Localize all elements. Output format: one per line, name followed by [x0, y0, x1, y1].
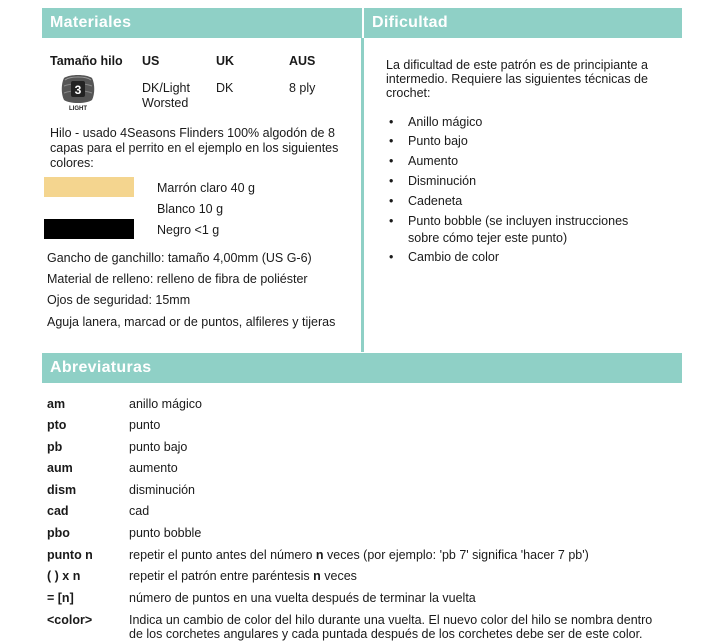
bullet-icon: •	[389, 214, 394, 228]
technique-increase: Aumento	[408, 154, 459, 168]
abbr-key: cad	[47, 504, 69, 518]
abbr-key: = [n]	[47, 591, 74, 605]
materials-header: Materiales	[42, 8, 362, 38]
color-label-black: Negro <1 g	[157, 223, 220, 237]
abbr-value	[129, 548, 589, 563]
us-value-line2: Worsted	[142, 96, 189, 110]
difficulty-intro-line3: crochet:	[386, 86, 431, 100]
abbr-value	[129, 569, 357, 584]
abbr-value: cad	[129, 504, 150, 518]
yarn-desc-line2: capas para el perrito en el ejemplo en los siguientes	[50, 141, 339, 155]
abbr-value: punto bobble	[129, 526, 202, 540]
technique-single-crochet: Punto bajo	[408, 134, 468, 148]
yarn-weight-number: 3	[74, 83, 82, 97]
yarn-desc-line3: colores:	[50, 156, 94, 170]
abbr-value: aumento	[129, 461, 178, 475]
technique-magic-ring: Anillo mágico	[408, 115, 483, 129]
col-aus: AUS	[289, 54, 316, 68]
abbr-value-line2: de los corchetes angulares y cada puntada después de los corchetes debe ser de este color.	[129, 627, 643, 641]
abbr-key: <color>	[47, 613, 93, 627]
abbr-value: anillo mágico	[129, 397, 202, 411]
abbr-value: Indica un cambio de color del hilo durante una vuelta. El nuevo color del hilo se nombra dentro	[129, 613, 653, 627]
abbr-key: dism	[47, 483, 77, 497]
abbr-value: disminución	[129, 483, 196, 497]
bullet-icon: •	[389, 194, 394, 208]
abbr-key: punto n	[47, 548, 93, 562]
technique-decrease: Disminución	[408, 174, 477, 188]
abbr-value-post: veces	[320, 569, 357, 583]
bullet-icon: •	[389, 250, 394, 264]
abbr-key: pto	[47, 418, 67, 432]
swatch-light-brown	[44, 177, 134, 197]
swatch-black	[44, 219, 134, 239]
abbr-value: punto	[129, 418, 161, 432]
technique-color-change: Cambio de color	[408, 250, 500, 264]
material-stuffing: Material de relleno: relleno de fibra de poliéster	[47, 272, 308, 286]
swatch-white	[44, 198, 134, 218]
abbr-value-bold: n	[315, 548, 324, 562]
col-us: US	[142, 54, 160, 68]
color-label-white: Blanco 10 g	[157, 202, 224, 216]
yarn-weight-label: LIGHT	[69, 106, 87, 112]
bullet-icon: •	[389, 174, 394, 188]
technique-chain: Cadeneta	[408, 194, 463, 208]
technique-bobble: Punto bobble (se incluyen instrucciones	[408, 214, 629, 228]
us-value: DK/Light	[142, 81, 190, 95]
yarn-desc-line1: Hilo - usado 4Seasons Flinders 100% algodón de 8	[50, 126, 335, 140]
abbr-value: punto bajo	[129, 440, 188, 454]
col-uk: UK	[216, 54, 235, 68]
aus-value: 8 ply	[289, 81, 316, 95]
abbr-value-pre: repetir el patrón entre paréntesis	[129, 569, 314, 583]
abbr-key: pbo	[47, 526, 70, 540]
bullet-icon: •	[389, 115, 394, 129]
abbr-key: aum	[47, 461, 73, 475]
bullet-icon: •	[389, 154, 394, 168]
color-label-light-brown: Marrón claro 40 g	[157, 181, 255, 195]
technique-bobble-note: sobre cómo tejer este punto)	[408, 231, 568, 245]
column-divider	[361, 38, 364, 352]
difficulty-intro-line1: La dificultad de este patrón es de principiante a	[386, 58, 648, 72]
abbr-value-post: veces (por ejemplo: 'pb 7' significa 'hacer 7 pb')	[323, 548, 589, 562]
material-eyes: Ojos de seguridad: 15mm	[47, 293, 191, 307]
abbr-key: pb	[47, 440, 63, 454]
yarn-size-label: Tamaño hilo	[50, 54, 123, 68]
material-hook: Gancho de ganchillo: tamaño 4,00mm (US G-6)	[47, 251, 312, 265]
uk-value: DK	[216, 81, 234, 95]
bullet-icon: •	[389, 134, 394, 148]
abbr-key: ( ) x n	[47, 569, 81, 583]
abbr-value-bold: n	[313, 569, 321, 583]
abbr-value: número de puntos en una vuelta después de terminar la vuelta	[129, 591, 476, 605]
yarn-weight-icon	[60, 74, 96, 112]
abbr-key: am	[47, 397, 66, 411]
difficulty-header: Dificultad	[364, 8, 682, 38]
abbreviations-header: Abreviaturas	[42, 353, 682, 383]
difficulty-intro-line2: intermedio. Requiere las siguientes técnicas de	[386, 72, 648, 86]
abbr-value-pre: repetir el punto antes del número	[129, 548, 316, 562]
material-tools: Aguja lanera, marcad or de puntos, alfileres y tijeras	[47, 315, 336, 329]
